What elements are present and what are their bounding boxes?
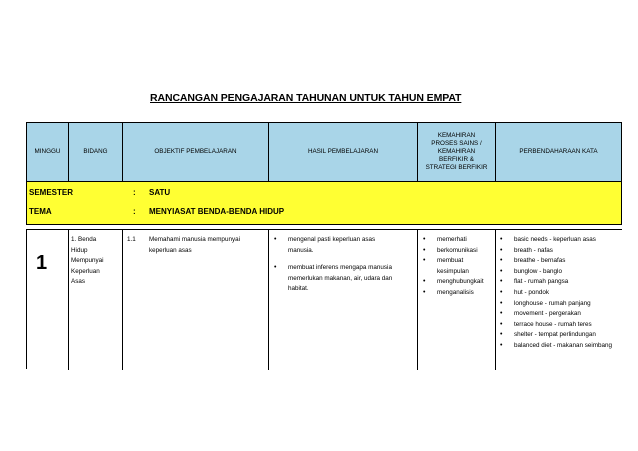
column-divider [122, 230, 123, 370]
list-item: • balanced diet - makanan seimbang [500, 341, 626, 352]
semester-colon: : [133, 188, 136, 197]
list-item [423, 256, 503, 277]
header-kemahiran-line: KEMAHIRAN [437, 148, 476, 155]
header-kemahiran-line: KEMAHIRAN [437, 132, 476, 139]
kemahiran-list [423, 235, 503, 299]
semester-tema-band [26, 182, 622, 225]
list-item: • bunglow - banglo [500, 267, 626, 278]
list-item [423, 288, 503, 299]
hasil-line: • membuat inferens mengapa manusia [288, 264, 392, 272]
hasil-line: memerlukan makanan, air, udara dan [288, 274, 393, 282]
header-kemahiran-line: STRATEGI BERFIKIR [425, 164, 488, 171]
list-item: • shelter - tempat perlindungan [500, 330, 626, 341]
semester-value: SATU [149, 188, 171, 197]
header-perbendaharaan: PERBENDAHARAAN KATA [519, 148, 598, 155]
header-objektif: OBJEKTIF PEMBELAJARAN [154, 148, 237, 155]
objektif-line: keperluan asas [149, 246, 192, 254]
list-item [423, 277, 503, 288]
column-divider [417, 230, 418, 370]
kemahiran-line: • menganalisis [437, 288, 474, 296]
header-hasil: HASIL PEMBELAJARAN [307, 148, 379, 155]
bidang-cell [71, 235, 104, 288]
list-item: • basic needs - keperluan asas [500, 235, 626, 246]
list-item [423, 246, 503, 257]
kemahiran-line: • membuat [437, 257, 464, 265]
list-item: • terrace house - rumah teres [500, 320, 626, 331]
perbendaharaan-list [500, 235, 626, 352]
list-item [274, 235, 414, 256]
header-kemahiran-line: BERFIKIR & [439, 156, 474, 163]
list-item [274, 263, 414, 295]
list-item [423, 235, 503, 246]
list-item: • longhouse - rumah panjang [500, 299, 626, 310]
objektif-cell [149, 235, 240, 256]
kemahiran-line: • menghubungkait [437, 278, 484, 286]
semester-label: SEMESTER [29, 188, 74, 197]
kemahiran-line: kesimpulan [437, 267, 469, 275]
bidang-line: Keperluan [71, 267, 100, 275]
page-title: RANCANGAN PENGAJARAN TAHUNAN UNTUK TAHUN EMPAT [150, 92, 462, 104]
tema-value: MENYIASAT BENDA-BENDA HIDUP [149, 207, 285, 216]
kemahiran-line: • berkomunikasi [437, 246, 478, 254]
bidang-line: Mempunyai [71, 257, 104, 265]
hasil-line: habitat. [288, 285, 309, 293]
list-item: • hut - pondok [500, 288, 626, 299]
column-divider [268, 230, 269, 370]
bidang-line: 1. Benda [71, 236, 97, 243]
tema-colon: : [133, 207, 136, 216]
header-kemahiran [418, 123, 495, 181]
list-item: • movement - pergerakan [500, 309, 626, 320]
list-item: • breath - nafas [500, 246, 626, 257]
header-minggu: MINGGU [34, 148, 61, 155]
header-kemahiran-line: PROSES SAINS / [431, 140, 482, 147]
table-header [26, 122, 622, 182]
hasil-line: • mengenal pasti keperluan asas [288, 236, 376, 243]
objektif-line: Memahami manusia mempunyai [149, 236, 240, 243]
bidang-line: Hidup [71, 246, 88, 254]
kemahiran-line: • memerhati [437, 236, 467, 243]
bidang-line: Asas [71, 278, 85, 286]
header-bidang: BIDANG [83, 148, 108, 155]
hasil-line: manusia. [288, 246, 314, 254]
objektif-number: 1.1 [127, 236, 136, 243]
minggu-number: 1 [36, 252, 48, 274]
list-item: • flat - rumah pangsa [500, 277, 626, 288]
tema-label: TEMA [29, 207, 52, 216]
list-item: • breathe - bernafas [500, 256, 626, 267]
column-divider [68, 230, 69, 370]
hasil-list [274, 235, 414, 295]
